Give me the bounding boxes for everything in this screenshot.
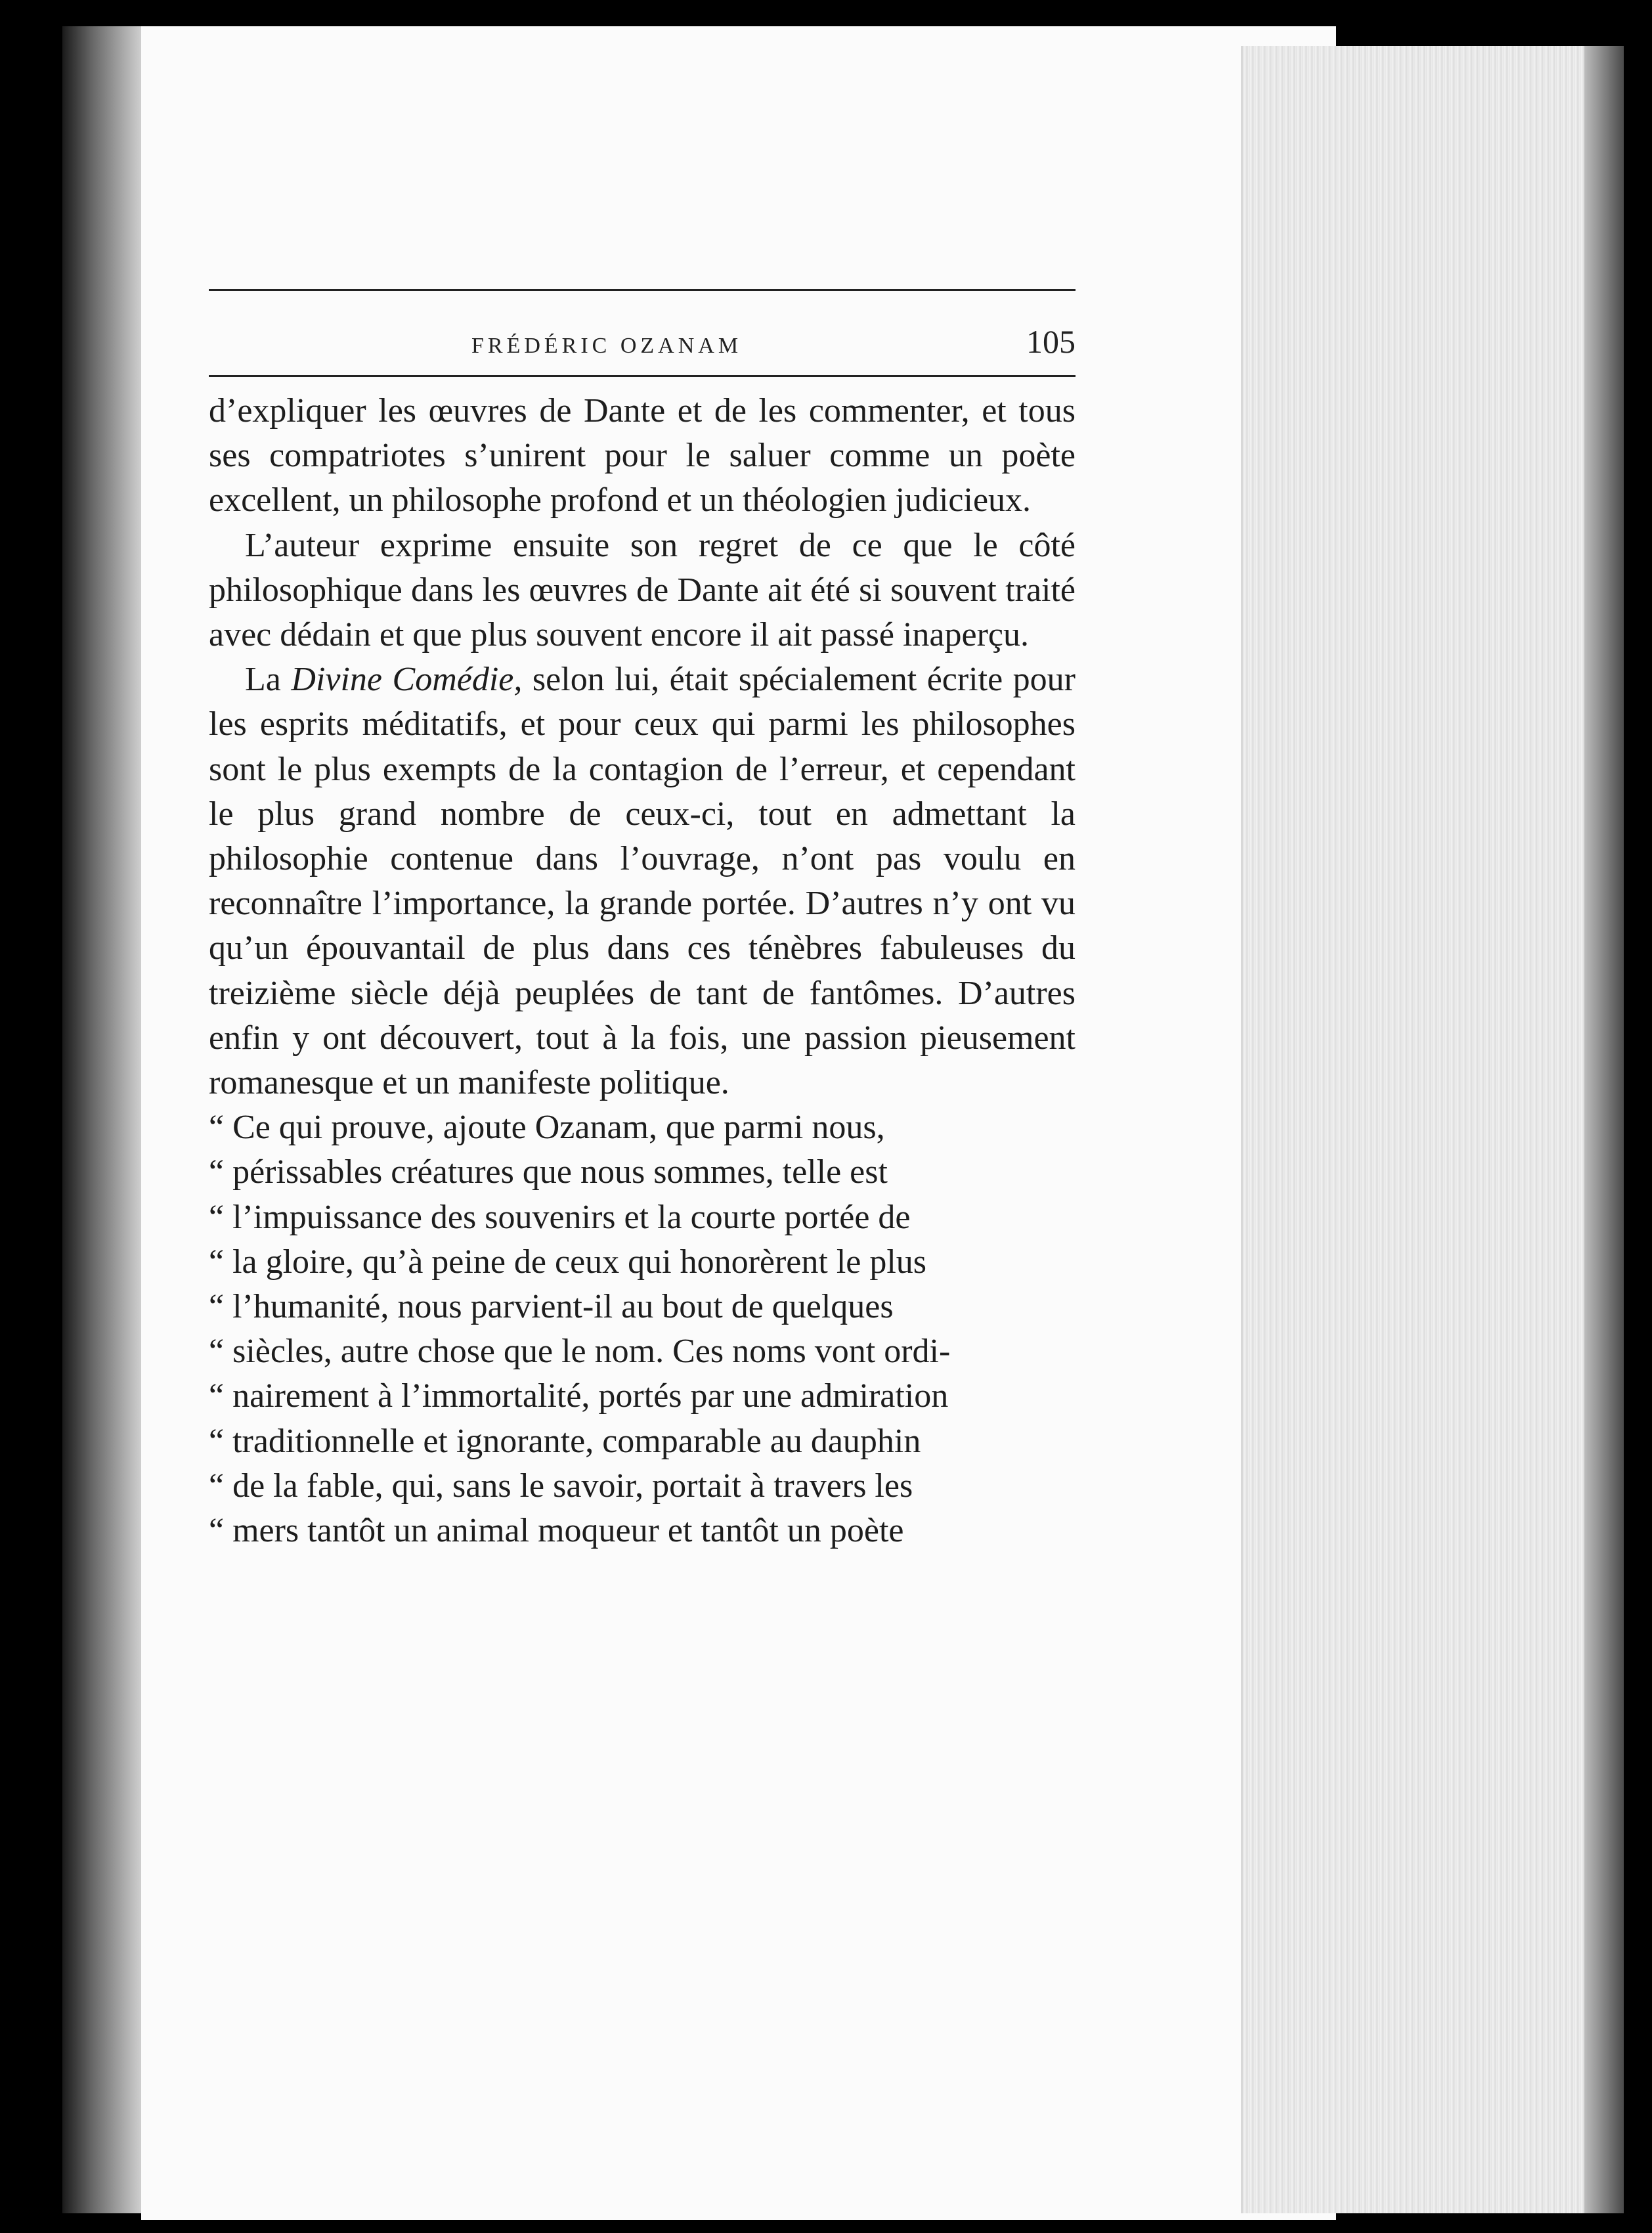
work-title-divine-comedie: Divine Comédie, (291, 661, 523, 699)
quote-line: “ traditionnelle et ignorante, comparable au dauphin (209, 1422, 921, 1460)
header-bottom-rule (209, 375, 1076, 377)
quote-line: “ nairement à l’immortalité, portés par une admiration (209, 1377, 949, 1415)
quote-line: “ mers tantôt un animal moqueur et tantôt un poète (209, 1512, 904, 1550)
page-number: 105 (1026, 323, 1076, 360)
paragraph-2: L’auteur exprime ensuite son regret de ce que le côté philosophique dans les œuvres de Dante ait été si souvent traité avec dédain et que plus souvent encore il ait passé inaperçu. (209, 526, 1076, 654)
paragraph-1: d’expliquer les œuvres de Dante et de les commenter, et tous ses compatriotes s’unirent pour le saluer comme un poète excellent, un philosophe profond et un théologien judicieux. (209, 392, 1076, 520)
quotation-block (209, 1105, 1076, 1553)
paragraph-3 (209, 657, 1076, 1105)
paragraph-3-rest: selon lui, était spécialement écrite pour les esprits méditatifs, et pour ceux qui parmi les philosophes sont le plus exempts de la contagion de l’erreur, et cependant le plus grand nombre de ceux-ci, tout en admettant la philosophie contenue dans l’ouvrage, n’ont pas voulu en reconnaître l’importance, la grande portée. D’autres n’y ont vu qu’un épouvantail de plus dans ces ténèbres fabuleuses du treizième siècle déjà peuplées de tant de fantômes. D’autres enfin y ont découvert, tout à la fois, une passion pieusement romanesque et un manifeste politique. (209, 661, 1076, 1102)
paragraph-3-start: La (245, 661, 292, 699)
quote-line: “ la gloire, qu’à peine de ceux qui honorèrent le plus (209, 1243, 927, 1281)
quote-line: “ l’humanité, nous parvient-il au bout de quelques (209, 1288, 894, 1326)
quote-line: “ siècles, autre chose que le nom. Ces noms vont ordi- (209, 1333, 951, 1371)
running-header (209, 291, 1076, 375)
quote-line: “ de la fable, qui, sans le savoir, portait à travers les (209, 1467, 913, 1505)
running-title: FRÉDÉRIC OZANAM (471, 334, 743, 358)
page-text-block (209, 289, 1076, 1553)
page-block-edge (1241, 46, 1624, 2213)
quote-line: “ l’impuissance des souvenirs et la courte portée de (209, 1198, 911, 1236)
quote-line: “ Ce qui prouve, ajoute Ozanam, que parmi nous, (209, 1109, 885, 1147)
body-text (209, 389, 1076, 1553)
quote-line: “ périssables créatures que nous sommes, telle est (209, 1153, 888, 1191)
